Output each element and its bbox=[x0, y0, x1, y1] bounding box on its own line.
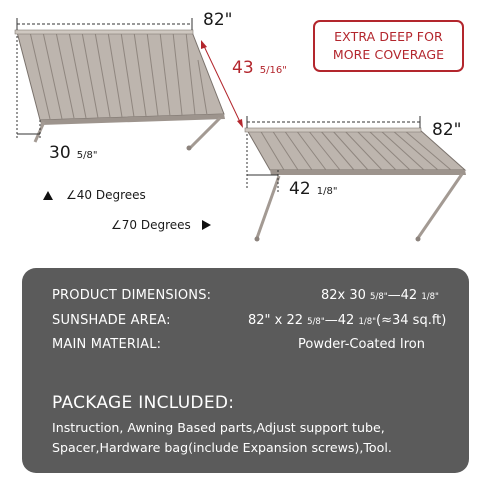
depth-label bbox=[232, 60, 287, 77]
sunshade-area-d: 1/8" bbox=[358, 317, 377, 327]
badge-line-1: EXTRA DEEP FOR bbox=[334, 28, 443, 44]
package-line-1: Instruction, Awning Based parts,Adjust support tube, bbox=[52, 420, 385, 435]
depth-fraction: 5/16" bbox=[259, 65, 287, 76]
badge-line-2: MORE COVERAGE bbox=[332, 47, 445, 62]
left-width-value: 82" bbox=[203, 10, 233, 30]
right-width-value: 82" bbox=[432, 120, 462, 140]
product-dimensions-value bbox=[321, 288, 439, 303]
awning-steep-illustration bbox=[15, 18, 243, 151]
angle-40-label: ∠40 Degrees bbox=[66, 188, 146, 202]
product-dimensions-d: 1/8" bbox=[421, 292, 439, 302]
sunshade-area-c: —42 bbox=[324, 313, 359, 328]
product-dimensions-label: PRODUCT DIMENSIONS: bbox=[52, 288, 212, 303]
triangle-up-icon bbox=[43, 191, 53, 200]
right-projection-fraction: 1/8" bbox=[316, 186, 338, 197]
sunshade-area-b: 5/8" bbox=[307, 317, 325, 327]
main-material-value: Powder-Coated Iron bbox=[298, 337, 425, 352]
main-material-row bbox=[52, 337, 449, 355]
right-projection-value: 42 bbox=[289, 179, 311, 199]
sunshade-area-label: SUNSHADE AREA: bbox=[52, 313, 171, 328]
product-dimensions-c: —42 bbox=[387, 288, 422, 303]
left-projection-fraction: 5/8" bbox=[76, 150, 98, 161]
angle-70-label: ∠70 Degrees bbox=[111, 218, 191, 232]
right-width-label bbox=[432, 122, 461, 139]
package-line-2: Spacer,Hardware bag(include Expansion screws),Tool. bbox=[52, 440, 392, 455]
left-projection-value: 30 bbox=[49, 143, 71, 163]
spec-panel bbox=[22, 268, 469, 473]
coverage-badge bbox=[313, 20, 464, 72]
left-width-label bbox=[203, 12, 232, 29]
sunshade-area-value bbox=[248, 313, 446, 328]
angle-70-row bbox=[111, 218, 211, 232]
right-projection-label bbox=[289, 181, 337, 198]
product-dimensions-row bbox=[52, 288, 449, 306]
triangle-right-icon bbox=[202, 220, 211, 230]
product-dimensions-b: 5/8" bbox=[370, 292, 388, 302]
sunshade-area-e: (≈34 sq.ft) bbox=[376, 313, 447, 328]
package-title: PACKAGE INCLUDED: bbox=[52, 393, 235, 413]
main-material-label: MAIN MATERIAL: bbox=[52, 337, 162, 352]
left-projection-label bbox=[49, 145, 97, 162]
sunshade-area-a: 82" x 22 bbox=[248, 313, 308, 328]
product-dimensions-a: 82x 30 bbox=[321, 288, 371, 303]
angle-40-row bbox=[43, 188, 146, 202]
depth-value: 43 bbox=[232, 58, 254, 78]
sunshade-area-row bbox=[52, 313, 449, 331]
